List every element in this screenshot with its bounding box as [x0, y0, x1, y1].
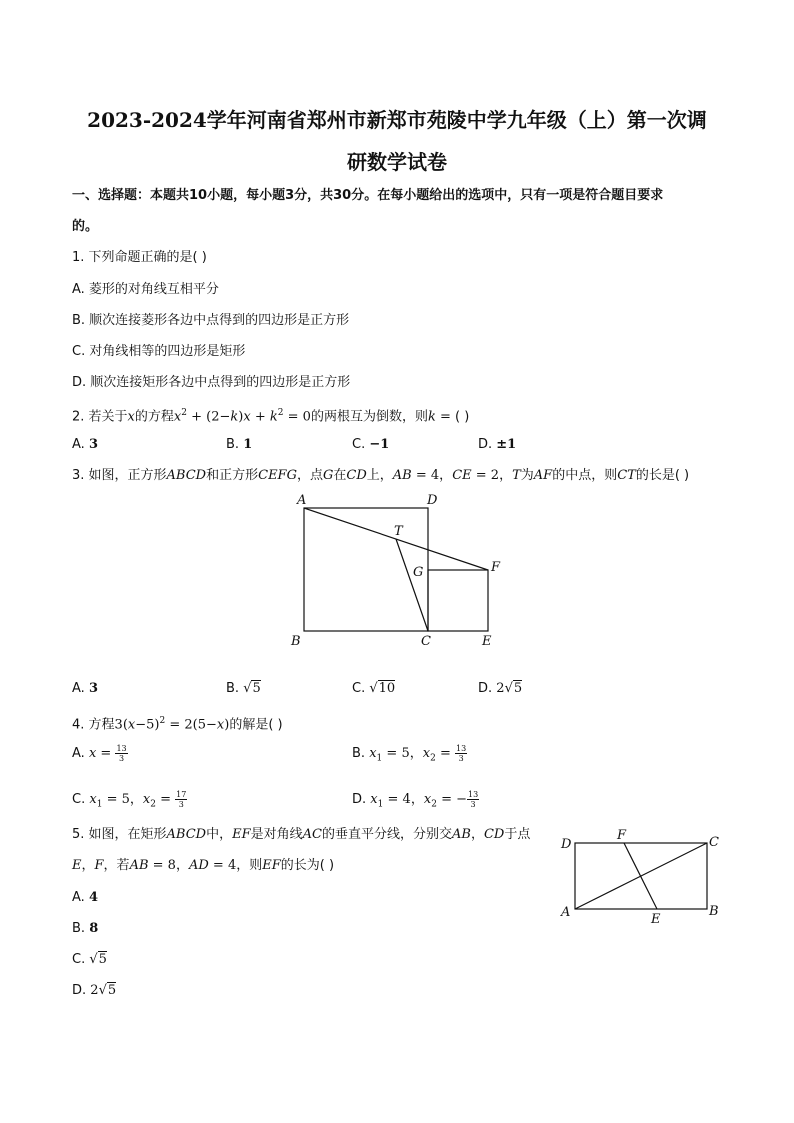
q3-option-d: D. 2√5 [478, 681, 523, 696]
q1-option-c: C. 对角线相等的四边形是矩形 [72, 344, 246, 359]
segment-ct [396, 539, 428, 631]
label-b: B [709, 904, 719, 919]
label-a: A [561, 905, 571, 920]
q4-option-c: C. $x_1 = 5$，$x_2$ = $\frac{17}{3}$ [72, 790, 187, 810]
q2-option-c: C. −1 [352, 437, 390, 452]
square-abcd [304, 508, 428, 631]
q2-option-b: B. 1 [226, 437, 253, 452]
section-header-cont: 的。 [72, 219, 99, 234]
q4-stem: 4. 方程$3(x-5)^2 = 2(5-x)$的解是( ) [72, 716, 283, 733]
q4-option-b: B. $x_1 = 5$，$x_2$ = $\frac{13}{3}$ [352, 744, 467, 764]
q1-option-b: B. 顺次连接菱形各边中点得到的四边形是正方形 [72, 313, 350, 328]
q1-stem: 1. 下列命题正确的是( ) [72, 250, 207, 265]
label-f: F [617, 828, 627, 843]
q5-option-a: A. 4 [72, 890, 98, 905]
q3-option-b: B. √5 [226, 681, 261, 696]
label-f: F [491, 560, 501, 575]
segment-ef [624, 843, 657, 909]
q5-option-d: D. 2√5 [72, 983, 117, 998]
q2-option-d: D. ±1 [478, 437, 517, 452]
q5-option-c: C. √5 [72, 952, 107, 967]
q2-option-a: A. 3 [72, 437, 98, 452]
q3-figure [280, 490, 510, 650]
label-t: T [394, 524, 403, 539]
q4-option-d: D. $x_1 = 4$，$x_2$ = − $\frac{13}{3}$ [352, 790, 479, 810]
q3-stem: 3. 如图，正方形ABCD和正方形CEFG，点G在CD上，AB = 4，CE = 2，T为AF的中点，则CT的长是( ) [72, 468, 690, 483]
label-a: A [297, 493, 307, 508]
q2-stem: 2. 若关于x的方程$x^2 + (2-k)x + k^2 = 0$的两根互为倒数，则k = ( ) [72, 408, 470, 425]
q5-figure [555, 822, 730, 927]
section-header: 一、选择题：本题共10小题，每小题3分，共30分。在每小题给出的选项中，只有一项是符合题目要求 [72, 188, 664, 203]
label-c: C [709, 835, 719, 850]
label-b: B [291, 634, 301, 649]
label-c: C [421, 634, 431, 649]
label-d: D [427, 493, 438, 508]
q5-stem-cont: E，F，若AB = 8，AD = 4，则EF的长为( ) [72, 858, 335, 873]
q4-option-a: A. x = $\frac{13}{3}$ [72, 744, 127, 763]
exam-title-line2: 研数学试卷 [347, 150, 447, 174]
q1-option-a: A. 菱形的对角线互相平分 [72, 282, 219, 297]
label-e: E [651, 912, 661, 927]
label-d: D [561, 837, 572, 852]
q1-option-d: D. 顺次连接矩形各边中点得到的四边形是正方形 [72, 375, 351, 390]
q3-option-c: C. √10 [352, 681, 396, 696]
exam-title-line1: 2023-2024学年河南省郑州市新郑市苑陵中学九年级（上）第一次调 [87, 108, 707, 132]
q5-stem: 5. 如图，在矩形ABCD中，EF是对角线AC的垂直平分线，分别交AB，CD于点 [72, 827, 531, 842]
q5-option-b: B. 8 [72, 921, 99, 936]
q3-option-a: A. 3 [72, 681, 98, 696]
square-cefg [428, 570, 488, 631]
label-g: G [413, 565, 424, 580]
label-e: E [482, 634, 492, 649]
